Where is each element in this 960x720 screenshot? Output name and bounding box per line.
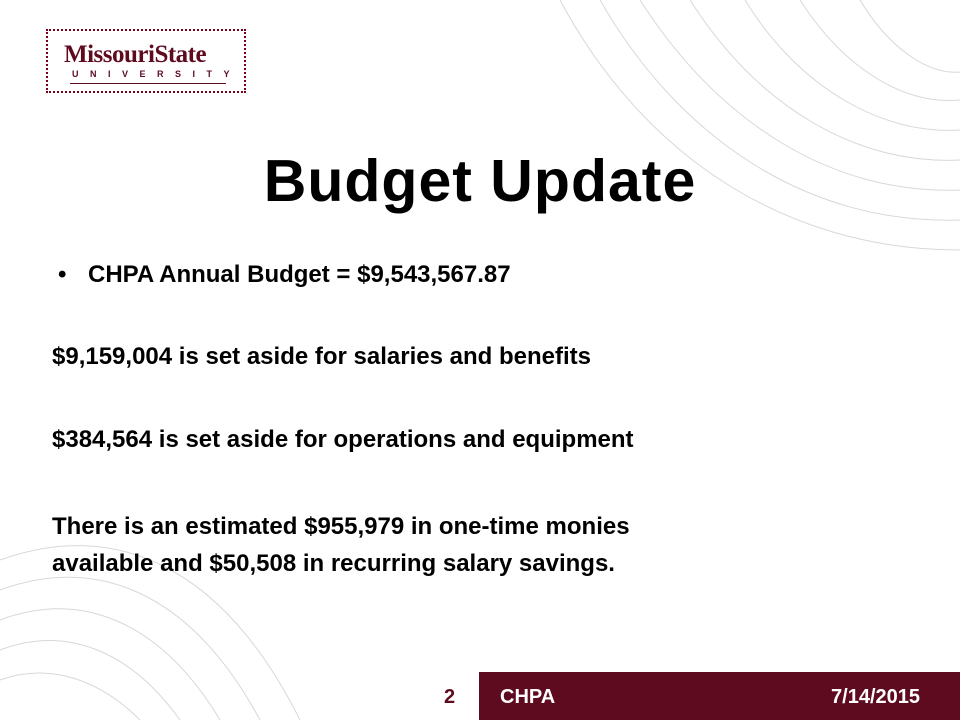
one-time-monies-line-2: available and $50,508 in recurring salary savings.: [52, 550, 615, 577]
missouri-state-university-logo: [46, 29, 246, 93]
logo-divider: [70, 83, 226, 84]
salaries-benefits-text: $9,159,004 is set aside for salaries and benefits: [52, 343, 591, 370]
footer-date: 7/14/2015: [831, 686, 920, 708]
bullet-marker: •: [58, 261, 67, 288]
slide-title: Budget Update: [263, 148, 697, 214]
slide-number: 2: [444, 686, 456, 708]
one-time-monies-paragraph: [52, 508, 630, 582]
one-time-monies-line-1: There is an estimated $955,979 in one-time monies: [52, 513, 630, 540]
annual-budget-text: CHPA Annual Budget = $9,543,567.87: [88, 261, 511, 288]
operations-equipment-text: $384,564 is set aside for operations and equipment: [52, 426, 634, 453]
logo-subtitle: UNIVERSITY: [72, 69, 242, 79]
logo-wordmark: MissouriState: [64, 41, 207, 68]
footer-department: CHPA: [500, 686, 556, 708]
